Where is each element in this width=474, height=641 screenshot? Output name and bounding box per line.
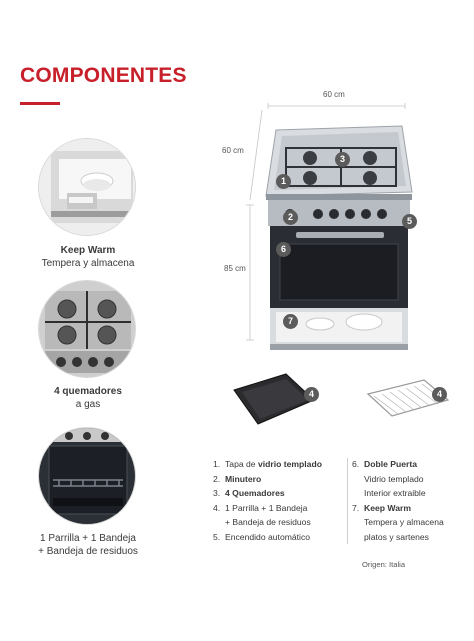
components-list-left xyxy=(213,457,322,544)
component-item-4-sub: + Bandeja de residuos xyxy=(225,517,311,527)
list-divider xyxy=(347,458,348,544)
badge-5: 5 xyxy=(402,214,417,229)
badge-4-tray: 4 xyxy=(304,387,319,402)
component-item-3: 3. 4 Quemadores xyxy=(213,488,285,498)
oven-accessories-line1: 1 Parrilla + 1 Bandeja xyxy=(40,533,136,544)
badge-2: 2 xyxy=(283,210,298,225)
page-title: COMPONENTES xyxy=(20,64,187,87)
burners-subtitle: a gas xyxy=(75,399,101,410)
dimension-depth: 60 cm xyxy=(222,146,244,155)
burners-title: 4 quemadores xyxy=(54,386,122,397)
origin-label: Origen: Italia xyxy=(362,560,406,569)
dimension-height: 85 cm xyxy=(224,264,246,273)
component-item-5: 5. Encendido automático xyxy=(213,531,311,542)
dimension-width: 60 cm xyxy=(323,90,345,99)
component-item-1: 1. Tapa de vidrio templado xyxy=(213,459,322,469)
badge-6: 6 xyxy=(276,242,291,257)
keep-warm-subtitle: Tempera y almacena xyxy=(41,258,135,269)
component-item-4: 4. 1 Parrilla + 1 Bandeja xyxy=(213,502,308,513)
badge-3: 3 xyxy=(335,152,350,167)
oven-accessories-line2: + Bandeja de residuos xyxy=(38,546,138,557)
components-list-right xyxy=(352,457,444,544)
badge-4-rack: 4 xyxy=(432,387,447,402)
component-item-7-sub-2: platos y sartenes xyxy=(364,531,429,542)
component-item-6-sub-1: Vidrio templado xyxy=(364,473,424,484)
badge-1: 1 xyxy=(276,174,291,189)
component-item-6-sub-2: Interior extraible xyxy=(364,488,426,498)
component-item-7: 7. Keep Warm xyxy=(352,502,411,513)
keep-warm-title: Keep Warm xyxy=(60,245,116,256)
component-item-2: 2. Minutero xyxy=(213,473,262,484)
badge-7: 7 xyxy=(283,314,298,329)
component-item-7-sub-1: Tempera y almacena xyxy=(364,517,444,527)
component-item-6: 6. Doble Puerta xyxy=(352,459,418,469)
